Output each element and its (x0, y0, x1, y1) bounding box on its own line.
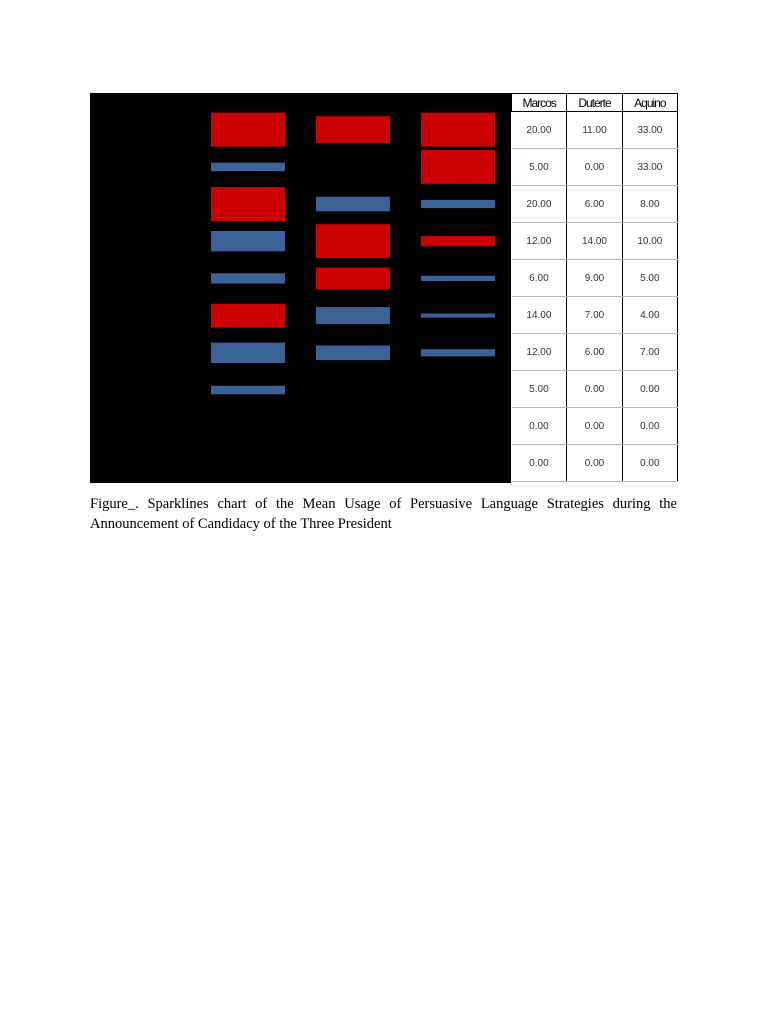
column-header-aquino: Aquino (622, 94, 677, 112)
bar-marcos-6 (211, 304, 285, 328)
column-header-marcos: Marcos (512, 94, 567, 112)
bar-marcos-5 (211, 273, 285, 283)
table-cell: 0.00 (567, 445, 622, 482)
bar-duterte-4 (316, 224, 390, 258)
bar-aquino-5 (421, 276, 495, 281)
table-cell: 11.00 (567, 112, 622, 149)
table-row (512, 371, 678, 408)
table-row (512, 297, 678, 334)
table-row (512, 112, 678, 149)
bar-aquino-6 (421, 314, 495, 318)
table-cell: 12.00 (512, 334, 567, 371)
table-cell: 5.00 (512, 371, 567, 408)
table-cell: 6.00 (567, 186, 622, 223)
table-cell: 33.00 (622, 112, 677, 149)
table-cell: 7.00 (622, 334, 677, 371)
table-cell: 14.00 (567, 223, 622, 260)
bar-duterte-6 (316, 307, 390, 324)
table-cell: 14.00 (512, 297, 567, 334)
table-cell: 5.00 (512, 149, 567, 186)
bar-duterte-3 (316, 197, 390, 212)
table-body (512, 112, 678, 482)
sparkline-figure (90, 93, 678, 483)
bar-marcos-8 (211, 386, 285, 395)
bar-aquino-2 (421, 150, 495, 184)
table-cell: 4.00 (622, 297, 677, 334)
table-cell: 5.00 (622, 260, 677, 297)
table-cell: 0.00 (512, 408, 567, 445)
table-row (512, 334, 678, 371)
bar-marcos-4 (211, 231, 285, 251)
sparkline-chart (90, 93, 511, 483)
table-cell: 20.00 (512, 186, 567, 223)
table-cell: 7.00 (567, 297, 622, 334)
table-cell: 8.00 (622, 186, 677, 223)
table-header-row (512, 94, 678, 112)
table-row (512, 223, 678, 260)
table-cell: 0.00 (512, 445, 567, 482)
bar-aquino-1 (421, 113, 495, 147)
table-cell: 0.00 (622, 371, 677, 408)
bar-marcos-3 (211, 187, 285, 221)
table-cell: 20.00 (512, 112, 567, 149)
table-cell: 12.00 (512, 223, 567, 260)
table-cell: 0.00 (622, 408, 677, 445)
table-cell: 0.00 (567, 149, 622, 186)
bar-marcos-7 (211, 343, 285, 363)
table-row (512, 408, 678, 445)
table-row (512, 186, 678, 223)
table-row (512, 149, 678, 186)
bar-aquino-4 (421, 236, 495, 246)
values-table (511, 93, 678, 482)
bar-duterte-1 (316, 116, 390, 143)
table-cell: 6.00 (567, 334, 622, 371)
bar-duterte-7 (316, 346, 390, 361)
table-cell: 0.00 (567, 371, 622, 408)
figure-caption: Figure_. Sparklines chart of the Mean Usage of Persuasive Language Strategies during the Announcement of Candidacy of the Three President (90, 496, 677, 532)
table-cell: 9.00 (567, 260, 622, 297)
table-cell: 6.00 (512, 260, 567, 297)
table-cell: 10.00 (622, 223, 677, 260)
table-cell: 0.00 (567, 408, 622, 445)
bar-aquino-3 (421, 200, 495, 208)
bar-marcos-1 (211, 113, 285, 147)
table-row (512, 445, 678, 482)
bar-aquino-7 (421, 349, 495, 356)
table-cell: 0.00 (622, 445, 677, 482)
bar-duterte-5 (316, 268, 390, 290)
column-header-duterte: Duterte (567, 94, 622, 112)
bar-marcos-2 (211, 163, 285, 172)
table-row (512, 260, 678, 297)
table-cell: 33.00 (622, 149, 677, 186)
